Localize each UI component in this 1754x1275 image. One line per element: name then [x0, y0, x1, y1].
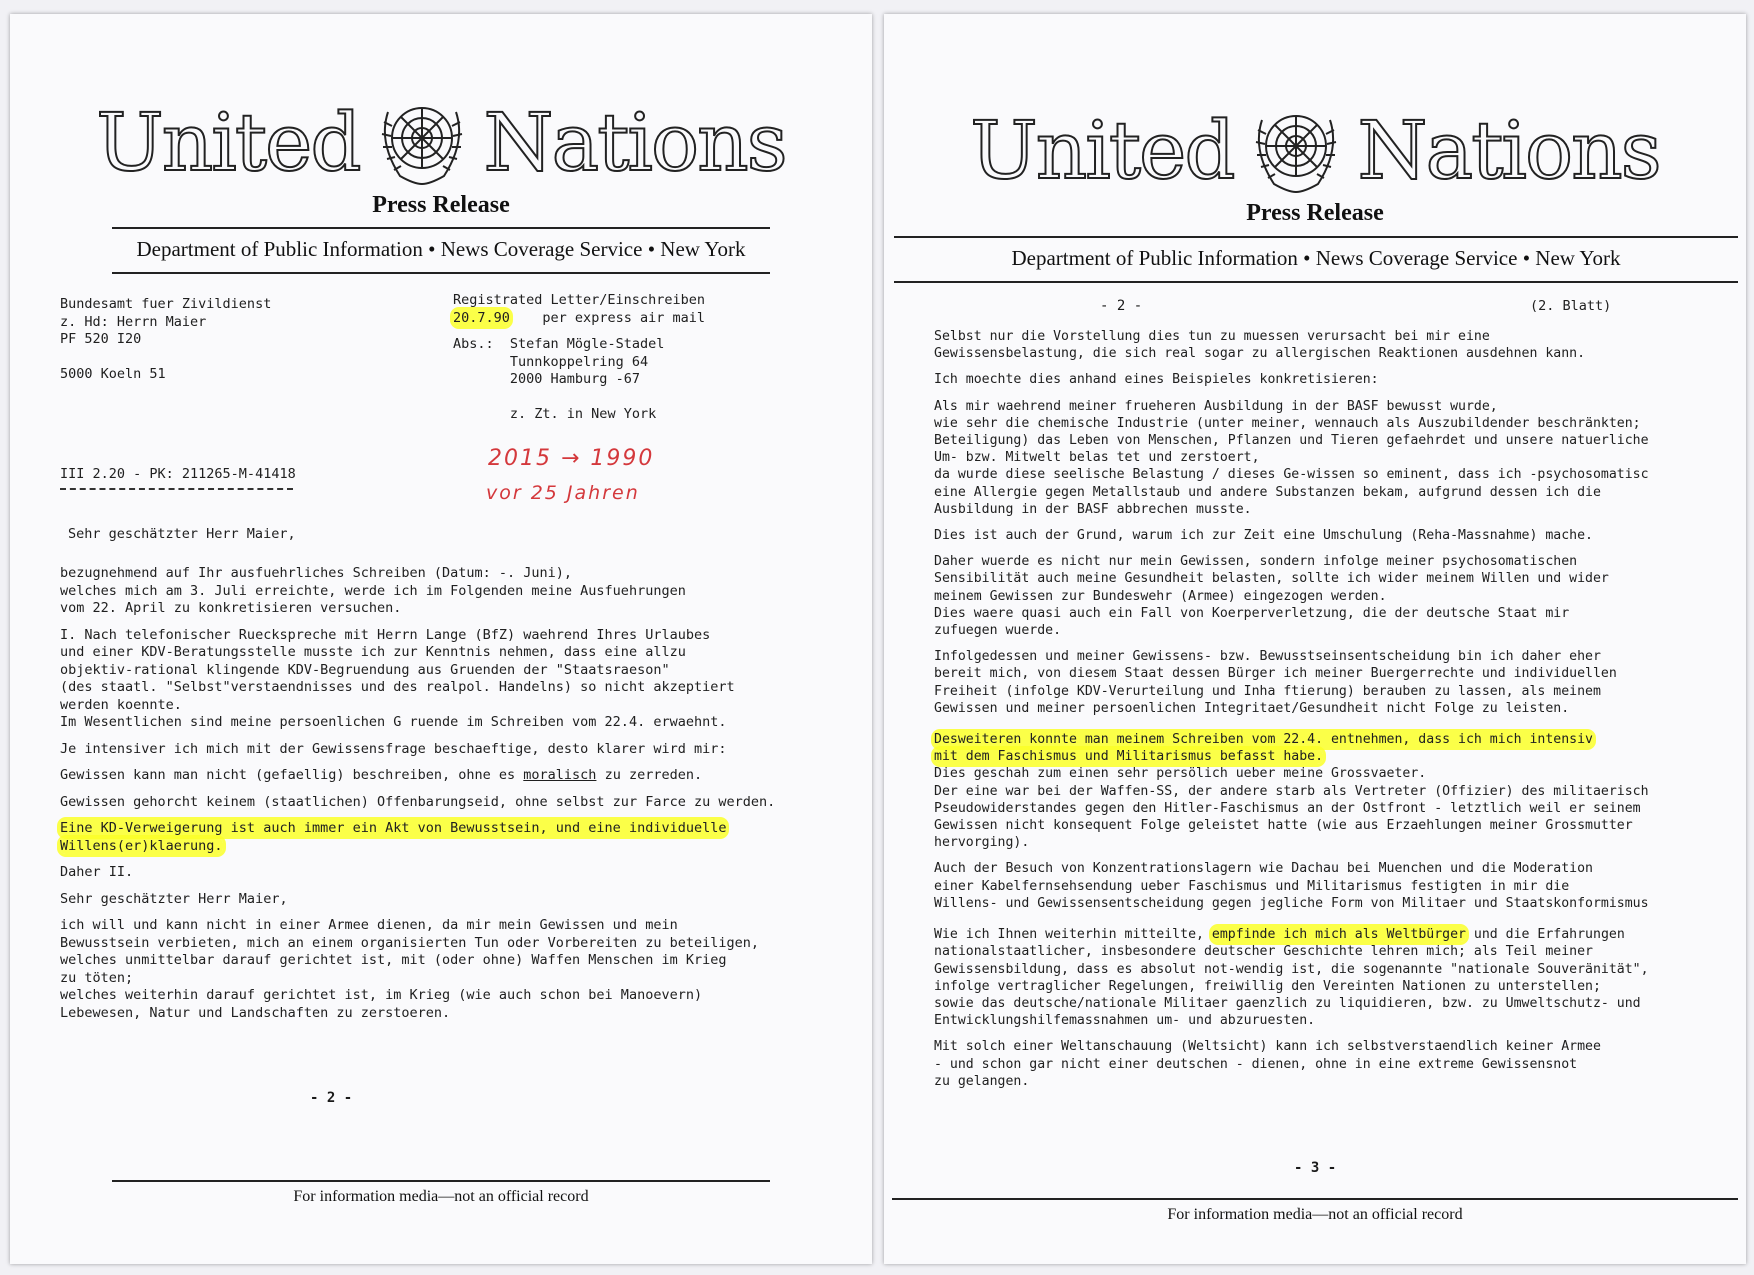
- paragraph: Mit solch einer Weltanschauung (Weltsicht) kann ich selbstverstaendlich keiner Armee - und schon gar nicht einer deutschen - dienen, ohne in eine extreme Gewissensnot zu gelangen.: [934, 1039, 1601, 1089]
- highlight: Eine KD-Verweigerung ist auch immer ein Akt von Bewusstsein, und eine individuelle: [60, 820, 727, 836]
- text-run: Gewissen kann man nicht (gefaellig) beschreiben, ohne es: [60, 767, 524, 783]
- reference-underline: [60, 488, 293, 490]
- paragraph: Daher II.: [60, 864, 134, 880]
- text-run: Wie ich Ihnen weiterhin mitteilte,: [934, 927, 1212, 943]
- highlight: Desweiteren konnte man meinem Schreiben vom 22.4. entnehmen, dass ich mich intensiv: [934, 732, 1593, 748]
- highlighted-paragraph: [60, 820, 860, 855]
- sender-line: Tunnkoppelring 64: [509, 353, 649, 370]
- sender-line: 2000 Hamburg -67: [509, 371, 640, 387]
- text-run: Dies geschah zum einen sehr persölich ueber meine Grossvaeter. Der eine war bei der Waffen-SS, der andere starb als Vertreter (Offizier) des militaerisch Pseudowiderstandes gegen den Hitler-Faschismus an der Ostfront - letztlich weil er seinem Gewissen nicht konsequent Folge geleistet hatte (wie aus Erzaehlungen meiner Grossmutter hervorging).: [934, 766, 1649, 851]
- page-number: - 3 -: [1294, 1160, 1337, 1176]
- logo-word-nations: Nations: [483, 95, 786, 189]
- footer-note: For information media—not an official record: [112, 1180, 770, 1206]
- paragraph: [60, 767, 860, 785]
- masthead: [10, 92, 872, 219]
- paragraph: Dies ist auch der Grund, warum ich zur Zeit eine Umschulung (Reha-Massnahme) mache.: [934, 528, 1593, 544]
- paragraph: Je intensiver ich mich mit der Gewissensfrage beschaeftige, desto klarer wird mir:: [60, 740, 727, 757]
- right-letter-body: [934, 328, 1746, 1099]
- letter-body-left: [60, 565, 860, 1031]
- letter-date: 20.7.90: [453, 309, 510, 326]
- underlined-word: moralisch: [523, 767, 597, 783]
- highlighted-paragraph: [934, 731, 1746, 851]
- registered-label: Registrated Letter/Einschreiben: [453, 292, 705, 308]
- un-logo: [884, 100, 1746, 200]
- page-marker: - 2 -: [1100, 298, 1143, 314]
- sheet-label: (2. Blatt): [1530, 298, 1612, 314]
- footer-note: For information media—not an official record: [892, 1198, 1738, 1224]
- un-emblem-icon: [1244, 100, 1348, 200]
- un-logo: [10, 92, 872, 192]
- department-bar: Department of Public Information • News Coverage Service • New York: [894, 236, 1738, 283]
- logo-word-united: United: [96, 95, 360, 189]
- text-run: zu zerreden.: [596, 767, 703, 783]
- page-left: [10, 14, 872, 1264]
- text-run: und die Erfahrungen nationalstaatlicher, insbesondere deutscher Geschichte lehren mich; als Teil meiner Gewissensbildung, dass es absolut not-wendig ist, die sogenannte "nationale Souveränität", infolge vertraglicher Regelungen, freiwillig den Vereinten Nationen zu unterstellen; sowie das deutsche/nationale Militaer gaenzlich zu liquidieren, bzw. zu Umweltschutz- und Entwicklungshilfemassnahmen um- und abzuruesten.: [934, 927, 1649, 1029]
- press-release-label: Press Release: [372, 192, 510, 218]
- logo-word-united: United: [970, 103, 1234, 197]
- masthead: [884, 100, 1746, 227]
- press-release-label: Press Release: [1246, 200, 1384, 226]
- paragraph: I. Nach telefonischer Rueckspreche mit Herrn Lange (BfZ) waehrend Ihres Urlaubes und einer KDV-Beratungsstelle musste ich zur Kenntnis nehmen, dass eine allzu objektiv-rational klingende KDV-Begruendung aus Gruenden der "Staatsraeson" (des staatl. "Selbst"verstaendnisses und des realpol. Handelns) so nicht akzeptiert werden koennte. Im Wesentlichen sind meine persoenlichen G ruende im Schreiben vom 22.4. erwaehnt.: [60, 626, 735, 730]
- salutation: Sehr geschätzter Herr Maier,: [68, 526, 296, 542]
- sender-block: [453, 336, 664, 424]
- recipient-line: Bundesamt fuer Zivildienst: [60, 296, 272, 312]
- abs-label: Abs.:: [453, 336, 494, 352]
- recipient-line: z. Hd: Herrn Maier: [60, 313, 207, 330]
- highlight: Willens(er)klaerung.: [60, 837, 223, 854]
- recipient-address: [60, 296, 271, 384]
- paragraph: Ich moechte dies anhand eines Beispieles konkretisieren:: [934, 372, 1379, 388]
- paragraph: ich will und kann nicht in einer Armee dienen, da mir mein Gewissen und mein Bewusstsein verbieten, mich an einem organisierten Tun oder Vorbereiten zu beteiligen, welches unmittelbar darauf gerichtet ist, mit (oder ohne) Waffen Menschen im Krieg zu töten; welches weiterhin darauf gerichtet ist, im Krieg (wie auch schon bei Manoevern) Lebewesen, Natur und Landschaften zu zerstoeren.: [60, 917, 759, 1021]
- highlight: mit dem Faschismus und Militarismus befasst habe.: [934, 749, 1324, 765]
- paragraph: Auch der Besuch von Konzentrationslagern wie Dachau bei Muenchen und die Moderation einer Kabelfernsehsendung ueber Faschismus und Militarismus festigten in mir die Willens- und Gewissensentscheidung gegen jegliche Form von Militaer und Staatskonformismus: [934, 861, 1649, 911]
- paragraph: Daher wuerde es nicht nur mein Gewissen, sondern infolge meiner psychosomatischen Sensibilität auch meine Gesundheit belasten, sollte ich wider meinem Willen und wider meinem Gewissen zur Bundeswehr (Armee) eingezogen werden. Dies waere quasi auch ein Fall von Koerperverletzung, die der deutsche Staat mir zufuegen wuerde.: [934, 554, 1609, 639]
- paragraph: bezugnehmend auf Ihr ausfuehrliches Schreiben (Datum: -. Juni), welches mich am 3. Juli erreichte, werde ich im Folgenden meine Ausfuehrungen vom 22. April zu konkretisieren versuchen.: [60, 565, 686, 616]
- reference-number: III 2.20 - PK: 211265-M-41418: [60, 466, 296, 482]
- paragraph: [934, 926, 1746, 1029]
- logo-word-nations: Nations: [1357, 103, 1660, 197]
- paragraph: Als mir waehrend meiner frueheren Ausbildung in der BASF bewusst wurde, wie sehr die chemische Industrie (unter meiner, wennauch als Auszubildender beschränkten; Beteiligung) das Leben von Menschen, Pflanzen und Tieren gefaehrdet und unsere natuerliche Um- bzw. Mitwelt belas tet und zerstoert, da wurde diese seelische Belastung / dieses Ge-wissen so eminent, dass ich -psychosomatisc eine Allergie gegen Metallstaub und andere Substanzen bekam, aufgrund dessen ich die Ausbildung in der BASF abbrechen musste.: [934, 398, 1649, 517]
- recipient-line: PF 520 I20: [60, 331, 142, 347]
- sender-line: Stefan Mögle-Stadel: [509, 336, 665, 352]
- paragraph: Selbst nur die Vorstellung dies tun zu muessen verursacht bei mir eine Gewissensbelastung, die sich real sogar zu allergischen Reaktionen ausdehnen kann.: [934, 329, 1586, 362]
- express-label: per express air mail: [542, 309, 705, 326]
- paragraph: Infolgedessen und meiner Gewissens- bzw. Bewusstseinsentscheidung bin ich daher eher bereit mich, von diesem Staat dessen Bürger ich meiner Buergerrechte und individuellen Freiheit (infolge KDV-Verurteilung und Inha ftierung) berauben zu lassen, als meinem Gewissen und meiner persoenlichen Integritaet/Gesundheit nicht Folge zu leisten.: [934, 649, 1617, 716]
- highlight: empfinde ich mich als Weltbürger: [1211, 927, 1466, 943]
- page-number: - 2 -: [310, 1090, 353, 1106]
- sender-line: z. Zt. in New York: [509, 406, 657, 422]
- paragraph: Gewissen gehorcht keinem (staatlichen) Offenbarungseid, ohne selbst zur Farce zu werden.: [60, 793, 776, 810]
- un-emblem-icon: [370, 92, 474, 192]
- paragraph: Sehr geschätzter Herr Maier,: [60, 890, 288, 907]
- recipient-line: 5000 Koeln 51: [60, 366, 166, 382]
- handwritten-note: vor 25 Jahren: [486, 482, 640, 504]
- registered-block: [453, 292, 705, 327]
- handwritten-years: 2015 → 1990: [488, 446, 655, 471]
- department-bar: Department of Public Information • News Coverage Service • New York: [112, 227, 770, 274]
